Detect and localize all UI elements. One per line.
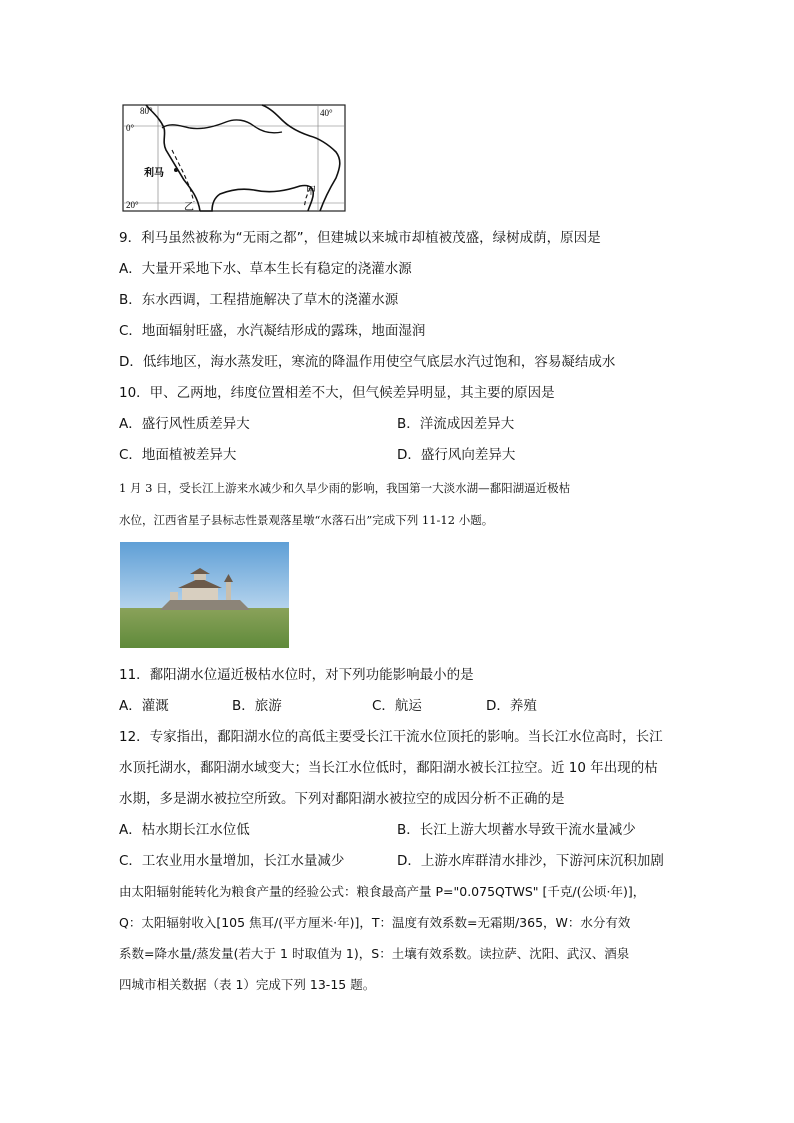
luoxingdun-photo [120,542,289,648]
q10-option-b: B．洋流成因差异大 [397,416,515,432]
passage2-line2: Q：太阳辐射收入[105 焦耳/(平方厘米·年)]，T：温度有效系数=无霜期/365，W：水分有效 [119,915,631,930]
q10-option-c: C．地面植被差异大 [119,447,237,463]
q9-stem: 9．利马虽然被称为“无雨之都”，但建城以来城市却植被茂盛，绿树成荫，原因是 [119,230,601,246]
q11-option-b: B．旅游 [232,698,282,714]
q12-option-a: A．枯水期长江水位低 [119,822,250,838]
q9-option-d: D．低纬地区，海水蒸发旺，寒流的降温作用使空气底层水汽过饱和，容易凝结成水 [119,354,616,370]
grass [120,608,289,648]
label-0: 0° [126,123,135,133]
label-jia: 甲 [306,186,316,197]
label-20: 20° [126,200,139,210]
q12-option-d: D．上游水库群清水排沙，下游河床沉积加剧 [397,853,664,869]
small-hall [170,592,178,600]
passage1-line2: 水位，江西省星子县标志性景观落星墩“水落石出”完成下列 11-12 小题。 [119,513,494,527]
lima-dot [174,168,178,172]
q11-option-c: C．航运 [372,698,422,714]
q9-option-c: C．地面辐射旺盛，水汽凝结形成的露珠，地面湿润 [119,323,426,339]
q12-line2: 水顶托湖水，鄱阳湖水域变大；当长江水位低时，鄱阳湖水被长江拉空。近 10 年出现的枯 [119,760,658,776]
q12-option-b: B．长江上游大坝蓄水导致干流水量减少 [397,822,636,838]
south-america-map [122,104,346,212]
label-80: 80° [140,106,153,116]
q11-stem: 11．鄱阳湖水位逼近极枯水位时，对下列功能影响最小的是 [119,667,474,683]
stone-base [160,600,250,610]
q10-stem: 10．甲、乙两地，纬度位置相差不大，但气候差异明显，其主要的原因是 [119,385,555,401]
label-yi: 乙 [184,202,194,212]
q12-option-c: C．工农业用水量增加，长江水量减少 [119,853,345,869]
q12-line1: 12．专家指出，鄱阳湖水位的高低主要受长江干流水位顶托的影响。当长江水位高时，长江 [119,729,663,745]
q10-option-a: A．盛行风性质差异大 [119,416,250,432]
q9-option-a: A．大量开采地下水、草本生长有稳定的浇灌水源 [119,261,412,277]
q11-option-d: D．养殖 [486,698,537,714]
q10-option-d: D．盛行风向差异大 [397,447,516,463]
passage2-line3: 系数=降水量/蒸发量(若大于 1 时取值为 1)，S：土壤有效系数。读拉萨、沈阳、武汉、酒泉 [119,946,630,961]
pavilion-body [182,586,218,600]
passage2-line1: 由太阳辐射能转化为粮食产量的经验公式：粮食最高产量 P="0.075QTWS" [千克/(公顷·年)]， [119,884,646,899]
q9-option-b: B．东水西调，工程措施解决了草木的浇灌水源 [119,292,399,308]
passage2-line4: 四城市相关数据（表 1）完成下列 13-15 题。 [119,977,376,992]
pagoda [226,580,231,600]
label-lima: 利马 [144,168,164,179]
q11-option-a: A．灌溉 [119,698,169,714]
label-40: 40° [320,108,333,118]
passage1-line1: 1 月 3 日，受长江上游来水减少和久旱少雨的影响，我国第一大淡水湖—鄱阳湖逼近极枯 [119,481,571,495]
q12-line3: 水期，多是湖水被拉空所致。下列对鄱阳湖水被拉空的成因分析不正确的是 [119,791,565,807]
